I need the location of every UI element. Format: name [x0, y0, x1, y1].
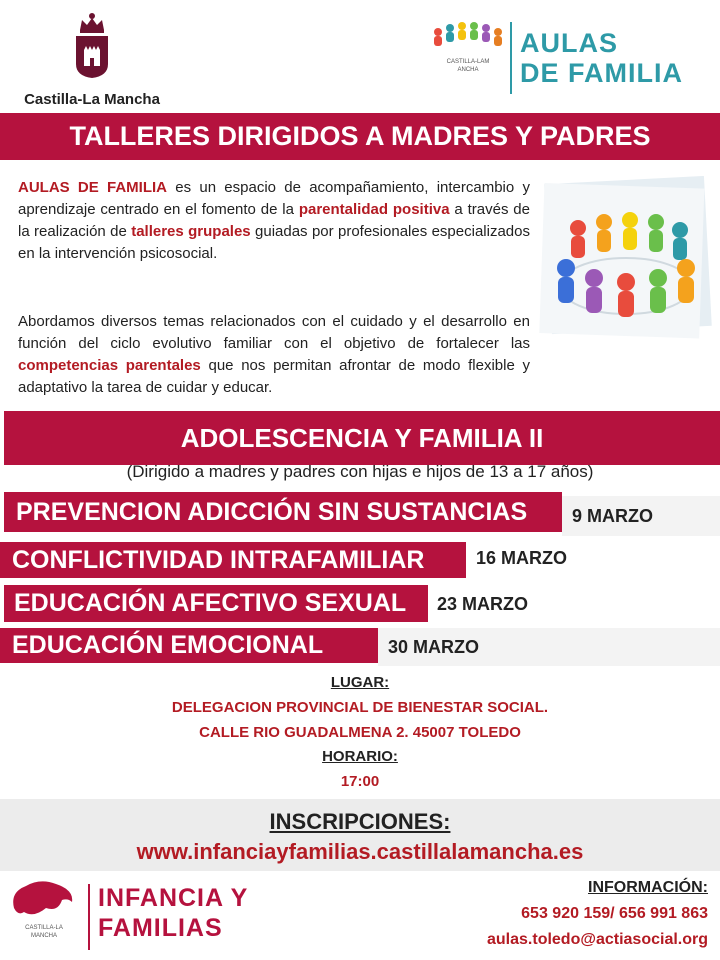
session-topic-3: EDUCACIÓN AFECTIVO SEXUAL — [4, 585, 428, 622]
people-circle-icon — [538, 176, 714, 340]
intro-text: guiadas por profesionales especializados en la intervención psicosocial. — [18, 223, 530, 262]
intro-text: es un espacio de acompañamiento, intercambio y aprendizaje centrado en el fomento de la — [18, 179, 530, 218]
logo-divider — [510, 22, 512, 94]
footer-emblem-text: CASTILLA-LAMANCHA — [25, 925, 63, 939]
aulas-logo-title-line2: DE FAMILIA — [520, 58, 683, 88]
program-title: ADOLESCENCIA Y FAMILIA II — [4, 411, 720, 465]
page-title: TALLERES DIRIGIDOS A MADRES Y PADRES — [0, 113, 720, 160]
castilla-la-mancha-logo-text: Castilla-La Mancha — [24, 91, 160, 108]
info-email[interactable]: aulas.toledo@actiasocial.org — [487, 931, 708, 948]
session-date-1: 9 MARZO — [562, 496, 720, 536]
aulas-logo-emblem-text: CASTILLA-LAMANCHA — [446, 59, 490, 73]
aulas-logo-title-line1: AULAS — [520, 28, 618, 58]
footer-logo-divider — [88, 884, 90, 950]
session-date-2: 16 MARZO — [476, 548, 568, 568]
highlight-talleres: talleres grupales — [131, 223, 251, 240]
session-date-4: 30 MARZO — [378, 628, 720, 666]
registration-url[interactable]: www.infanciayfamilias.castillalamancha.es — [136, 839, 584, 864]
castilla-la-mancha-logo — [22, 8, 162, 108]
registration-band — [0, 799, 720, 871]
castle-crest-icon — [22, 8, 162, 78]
registration-label: INSCRIPCIONES: — [269, 809, 451, 834]
venue-line-1: DELEGACION PROVINCIAL DE BIENESTAR SOCIAL. — [171, 699, 549, 716]
schedule-time: 17:00 — [340, 773, 380, 790]
schedule-label: HORARIO: — [322, 748, 398, 765]
program-subtitle: (Dirigido a madres y padres con hijas e hijos de 13 a 17 años) — [126, 462, 594, 481]
infancia-familias-logo — [6, 878, 266, 956]
intro-paragraph-2 — [18, 311, 530, 399]
session-topic-1: PREVENCION ADICCIÓN SIN SUSTANCIAS — [4, 492, 562, 532]
info-label: INFORMACIÓN: — [588, 879, 708, 896]
footer-brand-line1: INFANCIA Y — [98, 884, 249, 912]
intro-paragraph-1 — [18, 177, 530, 265]
holding-hands-figures-icon — [430, 20, 506, 54]
intro-text: Abordamos diversos temas relacionados con el cuidado y el desarrollo en función del ciclo evolutivo familiar con el objetivo de fortalecer las — [18, 313, 530, 352]
region-silhouette-icon — [6, 878, 78, 922]
session-topic-2: CONFLICTIVIDAD INTRAFAMILIAR — [0, 542, 466, 578]
families-circle-illustration — [538, 176, 714, 340]
venue-line-2: CALLE RIO GUADALMENA 2. 45007 TOLEDO — [199, 724, 521, 741]
info-phones[interactable]: 653 920 159/ 656 991 863 — [521, 905, 708, 922]
intro-text: que nos permitan afrontar de modo flexible y adaptativo la tarea de cuidar y educar. — [18, 357, 530, 396]
highlight-parentalidad: parentalidad positiva — [298, 201, 450, 218]
session-date-3: 23 MARZO — [437, 594, 529, 614]
brand-name: AULAS DE FAMILIA — [18, 179, 168, 196]
aulas-de-familia-logo — [430, 18, 690, 100]
intro-text: a través de la realización de — [18, 201, 530, 240]
venue-label: LUGAR: — [330, 674, 390, 691]
session-topic-4: EDUCACIÓN EMOCIONAL — [0, 628, 378, 663]
highlight-competencias: competencias parentales — [18, 357, 201, 374]
footer-brand-line2: FAMILIAS — [98, 914, 223, 942]
